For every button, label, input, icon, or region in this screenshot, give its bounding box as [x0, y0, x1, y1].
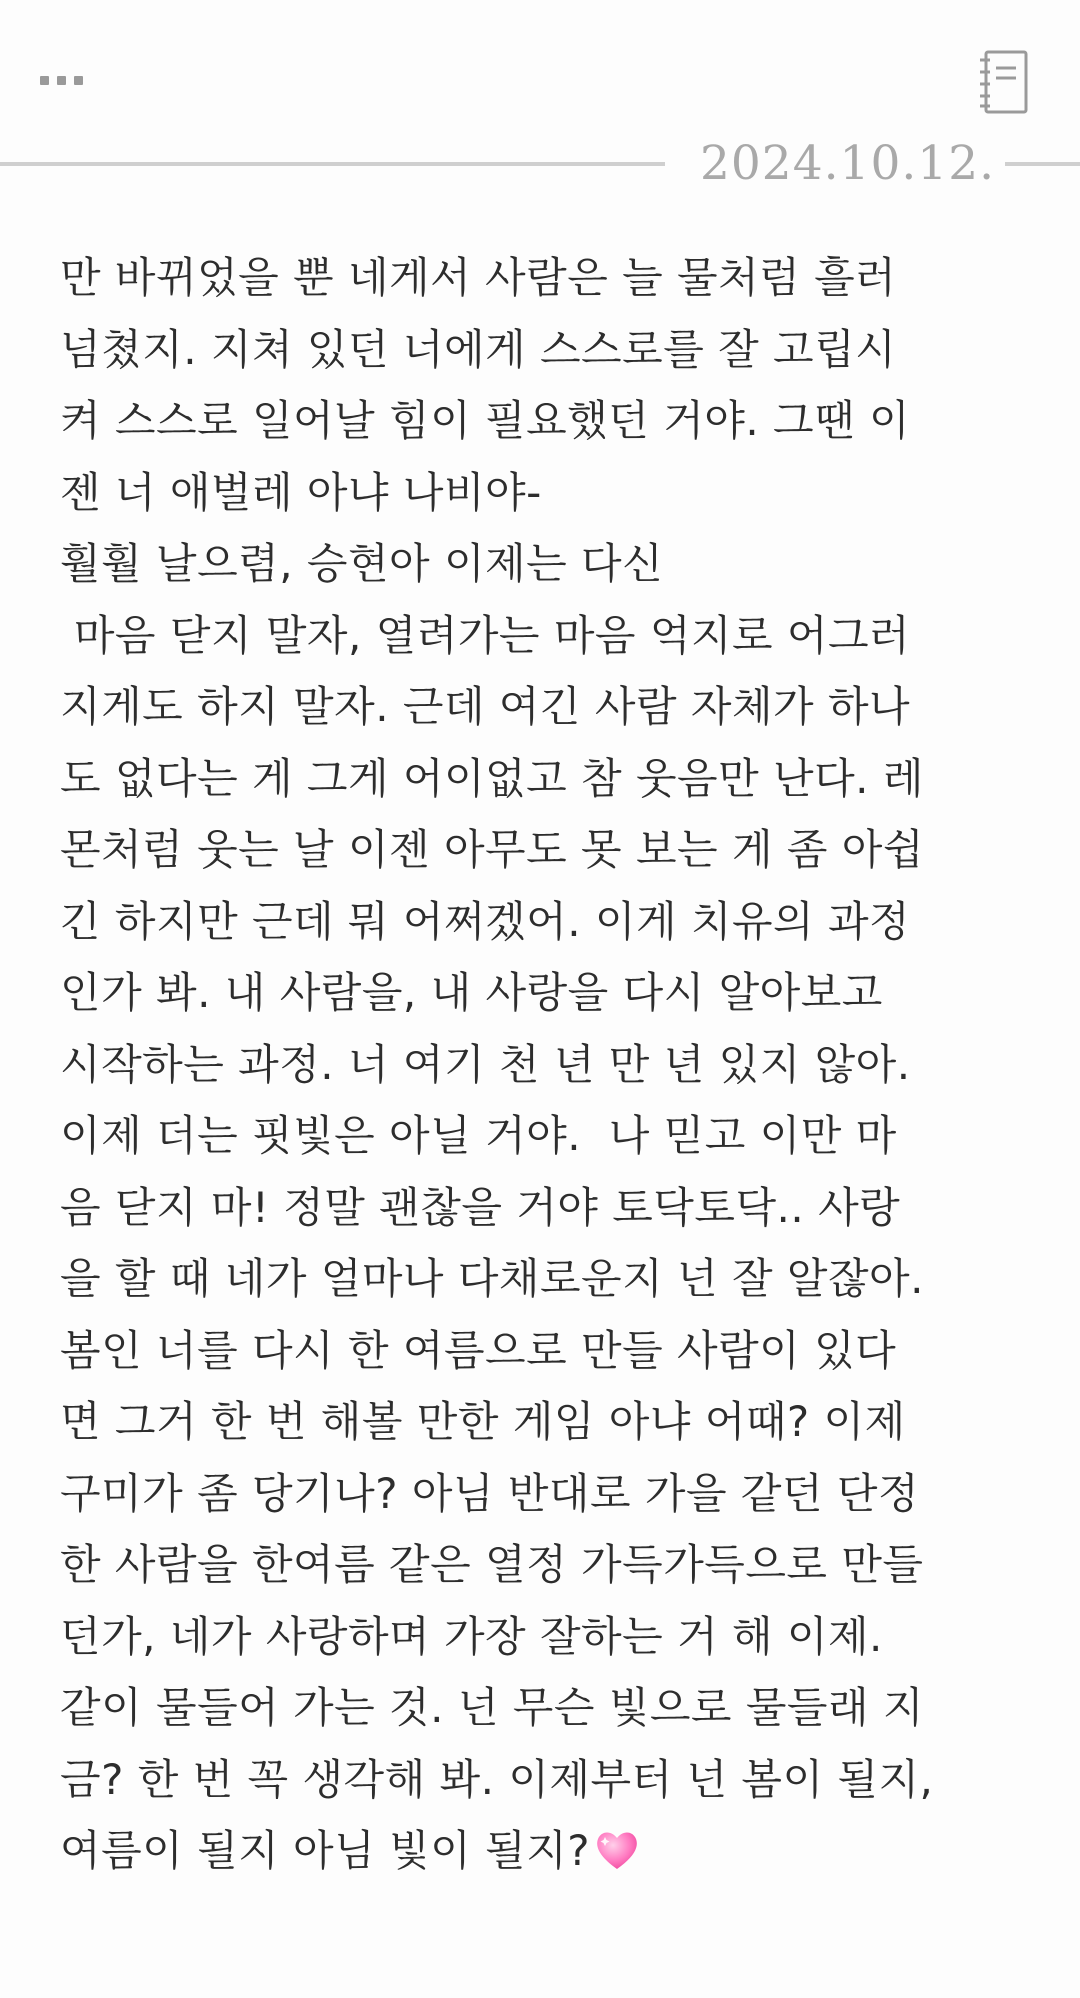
diary-body — [60, 242, 1050, 1887]
diary-text-line: 인가 봐. 내 사람을, 내 사랑을 다시 알아보고 — [60, 968, 883, 1017]
notebook-button[interactable] — [978, 48, 1032, 116]
diary-text-line: 던가, 네가 사랑하며 가장 잘하는 거 해 이제. — [60, 1611, 883, 1661]
diary-text-line: 을 할 때 네가 얼마나 다채로운지 넌 잘 알잖아. — [60, 1254, 924, 1303]
diary-text-line: 켜 스스로 일어날 힘이 필요했던 거야. 그땐 이 — [60, 396, 911, 445]
diary-text-line: 만 바뀌었을 뿐 네게서 사람은 늘 물처럼 흘러 — [60, 253, 897, 302]
diary-text-line: 지게도 하지 말자. 근데 여긴 사람 자체가 하나 — [60, 682, 911, 731]
diary-text-line: 긴 하지만 근데 뭐 어쩌겠어. 이게 치유의 과정 — [60, 896, 911, 946]
diary-text-line: 시작하는 과정. 너 여기 천 년 만 년 있지 않아. — [60, 1039, 911, 1089]
diary-text-line: 훨훨 날으렴, 승현아 이제는 다신 — [60, 539, 664, 588]
diary-text-line: 한 사람을 한여름 같은 열정 가득가득으로 만들 — [60, 1540, 924, 1589]
date-header — [0, 130, 1080, 200]
divider-left — [0, 162, 665, 166]
entry-date: 2024.10.12. — [700, 136, 996, 191]
diary-text-line: 봄인 너를 다시 한 여름으로 만들 사람이 있다 — [60, 1325, 897, 1375]
more-dots-icon — [57, 76, 66, 85]
diary-text-line: 구미가 좀 당기나? 아님 반대로 가을 같던 단정 — [60, 1468, 920, 1518]
diary-text-line: 여름이 될지 아님 빛이 될지? — [60, 1815, 1050, 1887]
diary-text-line: 음 닫지 마! 정말 괜찮을 거야 토닥토닥.. 사랑 — [60, 1182, 901, 1232]
divider-right — [1005, 162, 1080, 166]
diary-text-line: 젠 너 애벌레 아냐 나비야- — [60, 467, 542, 517]
spiral-notebook-icon — [978, 48, 1032, 116]
diary-text-line: 이제 더는 핏빛은 아닐 거야. 나 믿고 이만 마 — [60, 1111, 897, 1160]
diary-text-line: 마음 닫지 말자, 열려가는 마음 억지로 어그러 — [60, 610, 911, 660]
diary-text-line: 같이 물들어 가는 것. 넌 무슨 빛으로 물들래 지 — [60, 1683, 924, 1732]
more-options-button[interactable] — [40, 60, 100, 100]
more-dots-icon — [40, 76, 49, 85]
diary-text-line: 도 없다는 게 그게 어이없고 참 웃음만 난다. 레 — [60, 753, 924, 803]
diary-text-line: 면 그거 한 번 해볼 만한 게임 아냐 어때? 이제 — [60, 1397, 906, 1446]
more-dots-icon — [74, 76, 83, 85]
sparkling-heart-icon — [592, 1825, 642, 1875]
diary-text-line: 금? 한 번 꼭 생각해 봐. 이제부터 넌 봄이 될지, — [60, 1754, 934, 1804]
diary-text-line: 몬처럼 웃는 날 이젠 아무도 못 보는 게 좀 아쉽 — [60, 825, 924, 874]
diary-text-line: 넘쳤지. 지쳐 있던 너에게 스스로를 잘 고립시 — [60, 324, 897, 374]
